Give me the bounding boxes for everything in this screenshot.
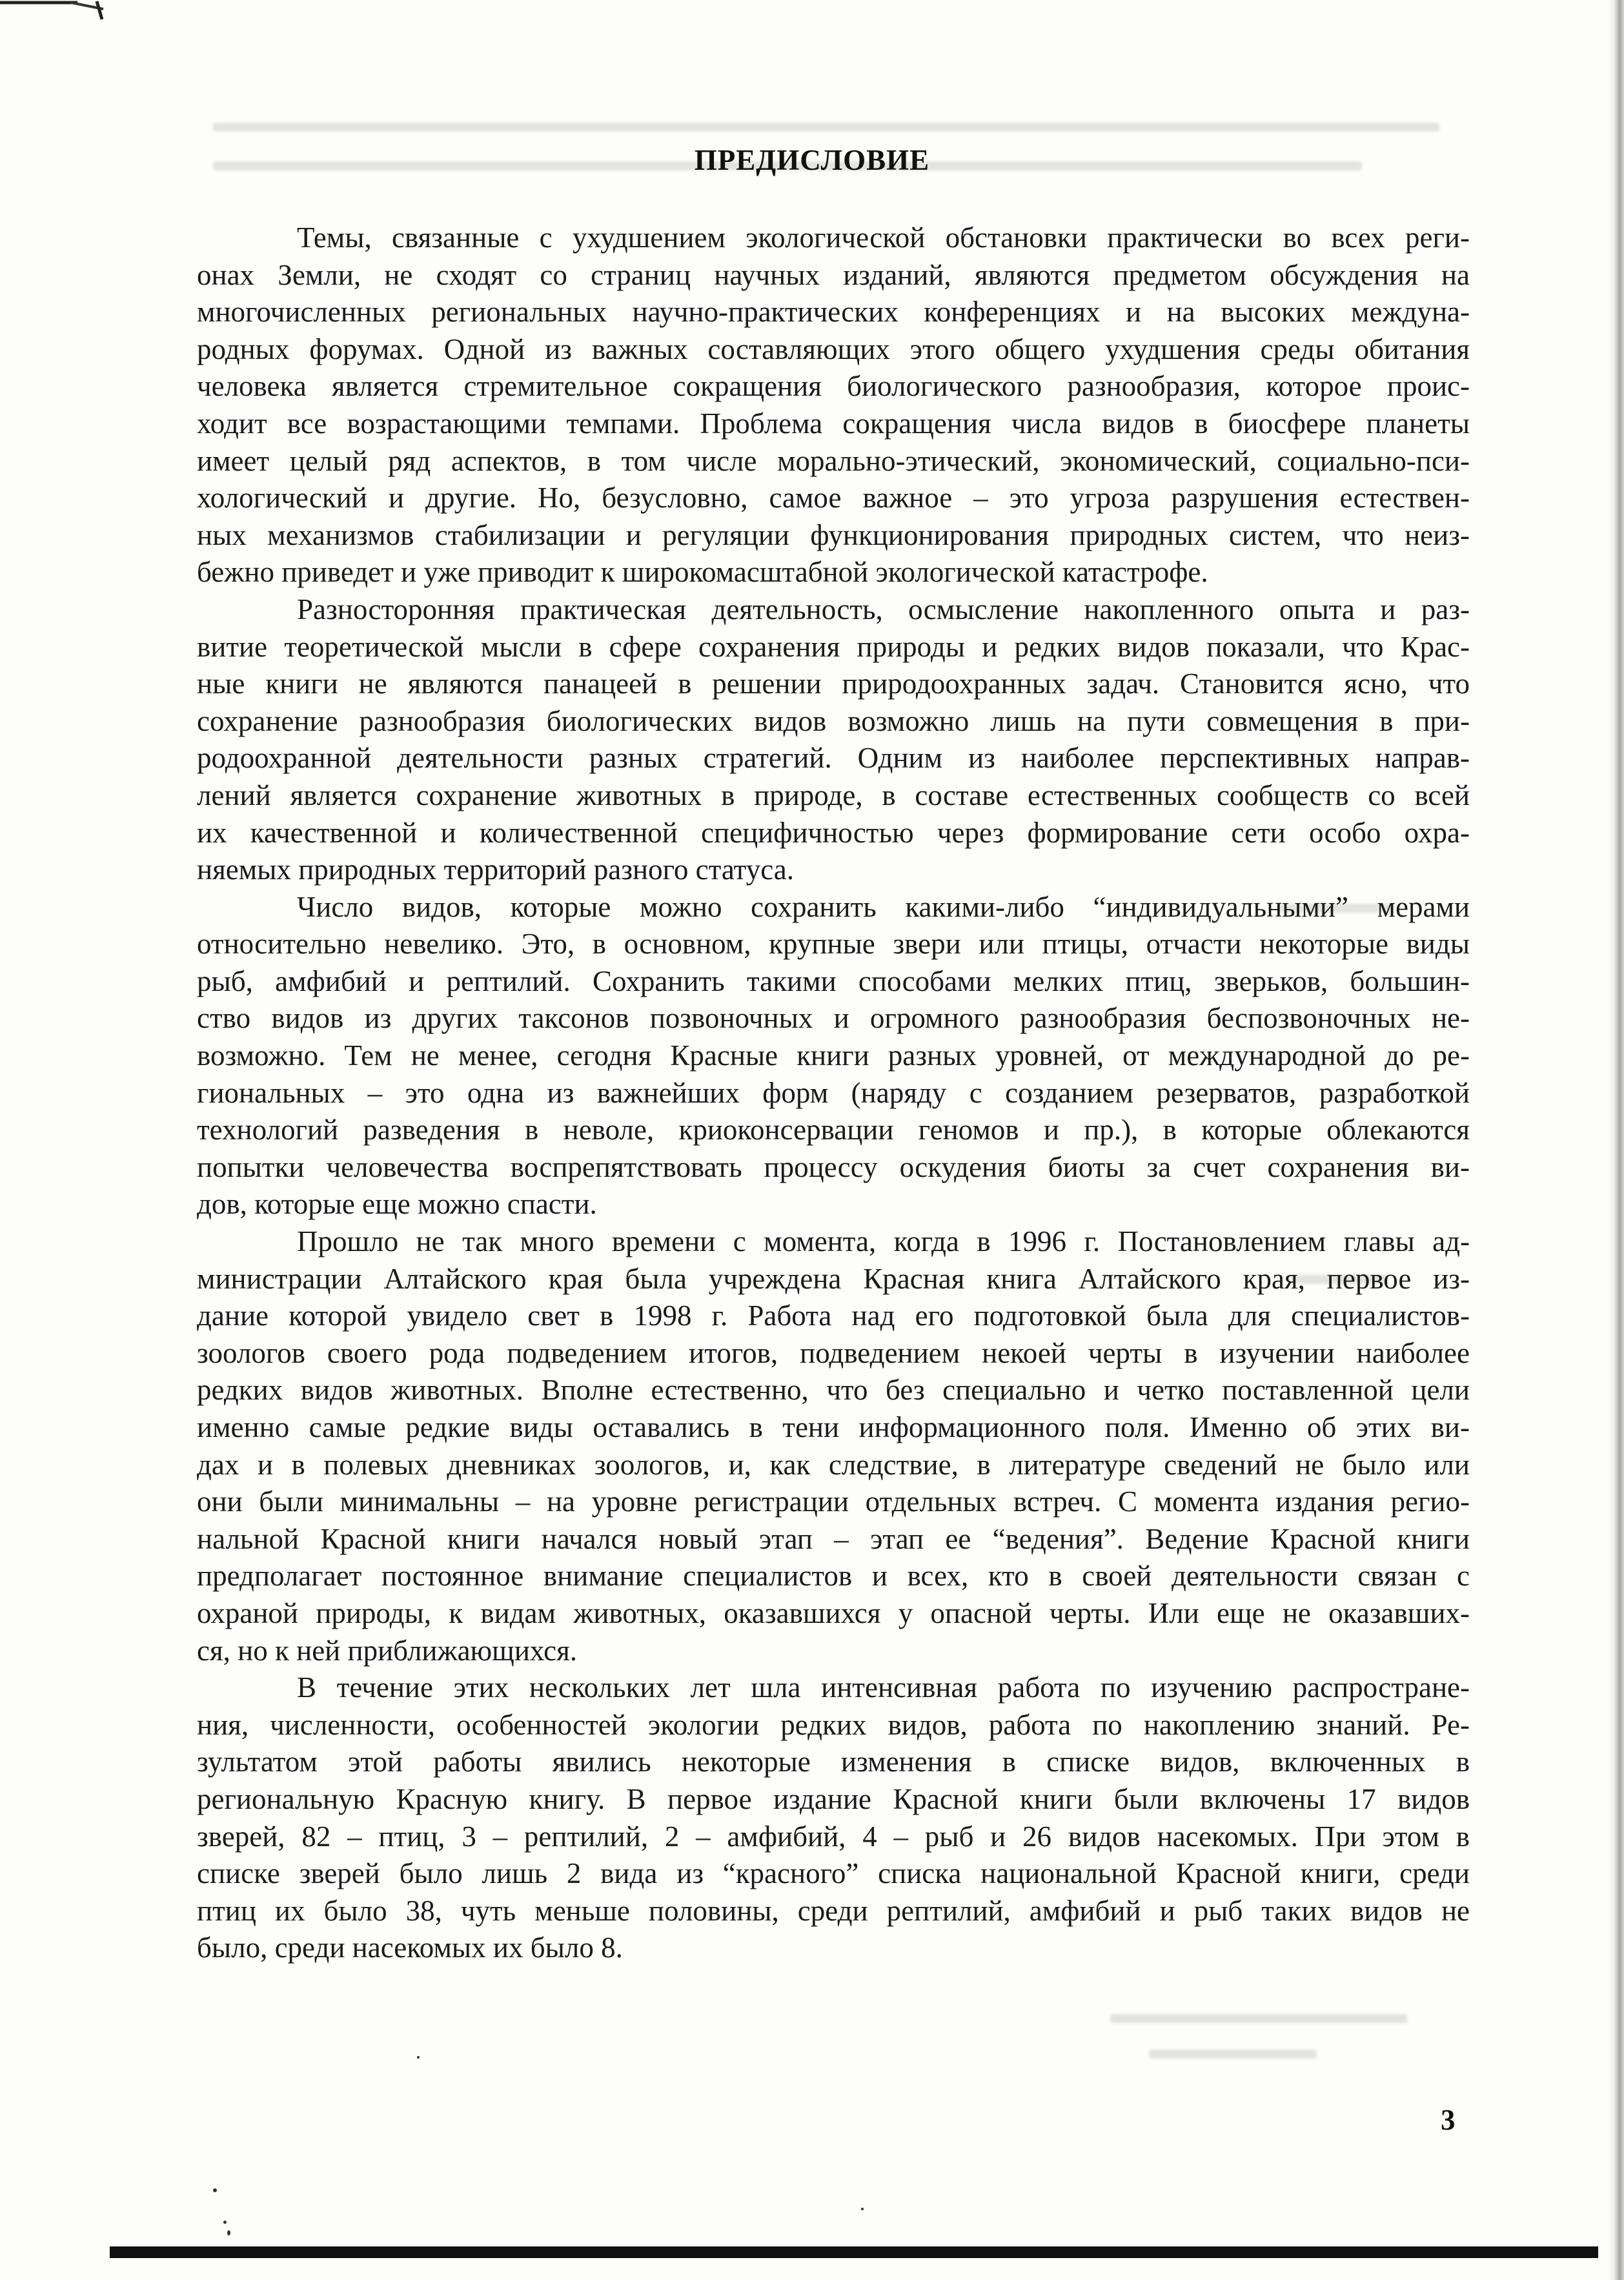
- paragraph-1: [197, 219, 1470, 591]
- scan-edge-shadow: [1607, 0, 1624, 2280]
- text-line: родоохранной деятельности разных стратегий. Одним из наиболее перспективных направ-: [197, 742, 1470, 775]
- text-line: технологий разведения в неволе, криоконсервации геномов и пр.), в которые облекаются: [197, 1114, 1470, 1146]
- scan-speck: [417, 2056, 420, 2059]
- page-number: 3: [1441, 2104, 1456, 2136]
- text-line: витие теоретической мысли в сфере сохранения природы и редких видов показали, что Крас-: [197, 630, 1470, 663]
- text-line: возможно. Тем не менее, сегодня Красные книги разных уровней, от международной до ре-: [197, 1039, 1470, 1072]
- paragraph-5: [197, 1669, 1470, 1967]
- text-line: Прошло не так много времени с момента, когда в 1996 г. Постановлением главы ад-: [297, 1225, 1470, 1258]
- text-line: Разносторонняя практическая деятельность, осмысление накопленного опыта и раз-: [297, 593, 1470, 626]
- text-line: нальной Красной книги начался новый этап – этап ее “ведения”. Ведение Красной книги: [197, 1522, 1470, 1555]
- text-line: списке зверей было лишь 2 вида из “красного” списка национальной Красной книги, среди: [197, 1857, 1470, 1890]
- paragraph-4: [197, 1223, 1470, 1669]
- text-line: дах и в полевых дневниках зоологов, и, как следствие, в литературе сведений не было или: [197, 1448, 1470, 1481]
- text-line: было, среди насекомых их было 8.: [197, 1931, 623, 1964]
- text-line: хологический и другие. Но, безусловно, самое важное – это угроза разрушения естествен-: [197, 482, 1470, 514]
- page-title: ПРЕДИСЛОВИЕ: [694, 144, 930, 176]
- text-line: ных механизмов стабилизации и регуляции функционирования природных систем, что неиз-: [197, 518, 1470, 551]
- text-line: редких видов животных. Вполне естественно, что без специально и четко поставленной цели: [197, 1374, 1470, 1407]
- text-line: В течение этих нескольких лет шла интенсивная работа по изучению распростране-: [297, 1671, 1470, 1704]
- scan-speck: [223, 2221, 227, 2224]
- text-line: многочисленных региональных научно-практических конференциях и на высоких междуна-: [197, 296, 1470, 329]
- text-line: зультатом этой работы явились некоторые изменения в списке видов, включенных в: [197, 1746, 1470, 1778]
- scan-speck: [861, 2208, 864, 2210]
- text-line: Число видов, которые можно сохранить какими-либо “индивидуальными” мерами: [297, 890, 1470, 923]
- text-line: ходит все возрастающими темпами. Проблема сокращения числа видов в биосфере планеты: [197, 407, 1470, 440]
- text-line: зверей, 82 – птиц, 3 – рептилий, 2 – амфибий, 4 – рыб и 26 видов насекомых. При этом в: [197, 1820, 1470, 1853]
- text-line: имеет целый ряд аспектов, в том числе морально-этический, экономический, социально-пси-: [197, 444, 1470, 477]
- text-line: ся, но к ней приближающихся.: [197, 1634, 578, 1667]
- text-line: родных форумах. Одной из важных составляющих этого общего ухудшения среды обитания: [197, 332, 1470, 365]
- text-line: относительно невелико. Это, в основном, крупные звери или птицы, отчасти некоторые виды: [197, 928, 1470, 961]
- bleed-through-line: [1149, 2050, 1317, 2059]
- text-line: ния, численности, особенностей экологии редких видов, работа по накоплению знаний. Ре-: [197, 1708, 1470, 1741]
- scan-bottom-rule: [110, 2246, 1598, 2258]
- text-line: Темы, связанные с ухудшением экологической обстановки практически во всех реги-: [297, 221, 1470, 254]
- text-line: региональную Красную книгу. В первое издание Красной книги были включены 17 видов: [197, 1782, 1470, 1815]
- text-line: охраной природы, к видам животных, оказавшихся у опасной черты. Или еще не оказавших-: [197, 1596, 1470, 1629]
- text-line: предполагает постоянное внимание специалистов и всех, кто в своей деятельности связан с: [197, 1560, 1470, 1593]
- paragraph-2: [197, 591, 1470, 889]
- text-line: человека является стремительное сокращения биологического разнообразия, которое проис-: [197, 370, 1470, 403]
- paragraph-3: [197, 889, 1470, 1223]
- text-line: лений является сохранение животных в природе, в составе естественных сообществ со всей: [197, 779, 1470, 811]
- text-line: рыб, амфибий и рептилий. Сохранить такими способами мелких птиц, зверьков, большин-: [197, 964, 1470, 997]
- text-line: именно самые редкие виды оставались в тени информационного поля. Именно об этих ви-: [197, 1411, 1470, 1443]
- text-line: ные книги не являются панацеей в решении природоохранных задач. Становится ясно, что: [197, 667, 1470, 700]
- text-line: они были минимальны – на уровне регистрации отдельных встреч. С момента издания регио-: [197, 1485, 1470, 1518]
- text-line: их качественной и количественной специфичностью через формирование сети особо охра-: [197, 816, 1470, 849]
- text-line: птиц их было 38, чуть меньше половины, среди рептилий, амфибий и рыб таких видов не: [197, 1894, 1470, 1927]
- text-line: дание которой увидело свет в 1998 г. Работа над его подготовкой была для специалистов-: [197, 1299, 1470, 1332]
- text-line: дов, которые еще можно спасти.: [197, 1188, 597, 1221]
- body-text: [197, 219, 1470, 1967]
- text-line: гиональных – это одна из важнейших форм (наряду с созданием резерватов, разработкой: [197, 1076, 1470, 1109]
- bleed-through-line: [1110, 2014, 1407, 2023]
- text-line: ство видов из других таксонов позвоночных и огромного разнообразия беспозвоночных не-: [197, 1002, 1470, 1035]
- scan-corner-mark: [0, 0, 110, 22]
- scan-speck: [227, 2230, 230, 2235]
- scan-speck: [213, 2188, 217, 2192]
- text-line: зоологов своего рода подведением итогов, подведением некоей черты в изучении наиболее: [197, 1336, 1470, 1369]
- text-line: попытки человечества воспрепятствовать процессу оскудения биоты за счет сохранения ви-: [197, 1150, 1470, 1183]
- text-line: сохранение разнообразия биологических видов возможно лишь на пути совмещения в при-: [197, 704, 1470, 737]
- text-line: министрации Алтайского края была учреждена Красная книга Алтайского края, первое из-: [197, 1262, 1470, 1295]
- text-line: онах Земли, не сходят со страниц научных изданий, являются предметом обсуждения на: [197, 258, 1470, 291]
- text-line: няемых природных территорий разного статуса.: [197, 853, 794, 886]
- bleed-through-line: [213, 123, 1439, 132]
- text-line: бежно приведет и уже приводит к широкомасштабной экологической катастрофе.: [197, 556, 1208, 589]
